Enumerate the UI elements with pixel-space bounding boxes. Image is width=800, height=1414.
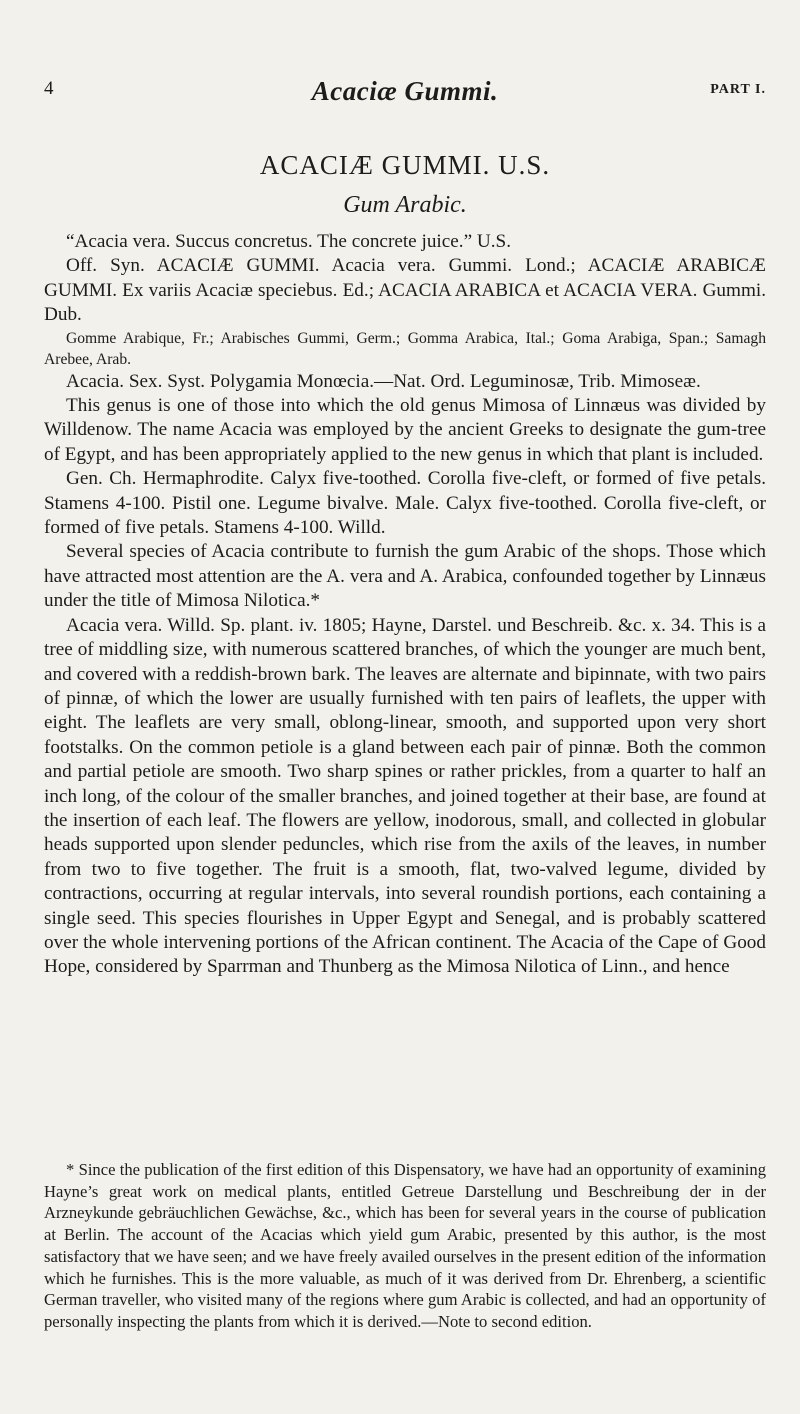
part-label: PART I. [710,82,766,97]
paragraph-foreign-names: Gomme Arabique, Fr.; Arabisches Gummi, Germ.; Gomma Arabica, Ital.; Goma Arabiga, Span.; Samagh Arebee, Arab. [44,329,766,368]
paragraph-acacia-vera: Acacia vera. Willd. Sp. plant. iv. 1805; Hayne, Darstel. und Beschreib. &c. x. 34. This is a tree of middling size, with numerous scattered branches, of which the younger are much bent, and covered with a reddish-brown bark. The leaves are alternate and bipinnate, with two pairs of pinnæ, of which the lower are usually furnished with ten pairs of leaflets, the upper with eight. The leaflets are very small, oblong-linear, smooth, and supported upon very short footstalks. On the common petiole is a gland between each pair of pinnæ. Both the common and partial petiole are smooth. Two sharp spines or rather prickles, from a quarter to half an inch long, of the colour of the smaller branches, and joined together at their base, are found at the insertion of each leaf. The flowers are yellow, inodorous, small, and collected in globular heads supported upon slender peduncles, which rise from the axils of the leaves, in number from two to five together. The fruit is a smooth, flat, two-valved legume, divided by contractions, occurring at regular intervals, into several roundish portions, each containing a single seed. This species flourishes in Upper Egypt and Senegal, and is probably scattered over the whole intervening portions of the African continent. The Acacia of the Cape of Good Hope, considered by Sparrman and Thunberg as the Mimosa Nilotica of Linn., and hence [44,614,766,978]
paragraph-generic-character: Gen. Ch. Hermaphrodite. Calyx five-toothed. Corolla five-cleft, or formed of five petals. Stamens 4-100. Pistil one. Legume bivalve. Male. Calyx five-toothed. Corolla five-cleft, or formed of five petals. Stamens 4-100. Willd. [44,468,766,539]
paragraph-species: Several species of Acacia contribute to furnish the gum Arabic of the shops. Those which have attracted most attention are the A. vera and A. Arabica, confounded together by Linnæus under the title of Mimosa Nilotica.* [44,541,766,612]
running-title: Acaciæ Gummi. [311,76,499,106]
paragraph-genus-history: This genus is one of those into which the old genus Mimosa of Linnæus was divided by Willdenow. The name Acacia was employed by the ancient Greeks to designate the gum-tree of Egypt, and has been appropriately applied to the new genus in which that plant is included. [44,395,766,465]
paragraph-definition: “Acacia vera. Succus concretus. The concrete juice.” U.S. [66,231,512,252]
article-subheading: Gum Arabic. [343,192,467,218]
paragraph-synonyms: Off. Syn. ACACIÆ GUMMI. Acacia vera. Gummi. Lond.; ACACIÆ ARABICÆ GUMMI. Ex variis Acaciæ speciebus. Ed.; ACACIA ARABICA et ACACIA VERA. Gummi. Dub. [44,255,766,326]
paragraph-classification: Acacia. Sex. Syst. Polygamia Monœcia.—Nat. Ord. Leguminosæ, Trib. Mimoseæ. [66,370,701,392]
running-head [44,76,766,106]
article-heading: ACACIÆ GUMMI. U.S. [259,150,551,180]
footnote-text: * Since the publication of the first edition of this Dispensatory, we have had an opportunity of examining Hayne’s great work on medical plants, entitled Getreue Darstellung und Beschreibung der in der Arzneykunde gebräuchlichen Gewächse, &c., which has been for several years in the course of publication at Berlin. The account of the Acacias which yield gum Arabic, presented by this author, is the most satisfactory that we have seen; and we have freely availed ourselves in the present edition of the information which he furnishes. This is the more valuable, as much of it was derived from Dr. Ehrenberg, a scientific German traveller, who visited many of the regions where gum Arabic is collected, and had an opportunity of personally inspecting the plants from which it is derived.—Note to second edition. [44,1160,766,1331]
article-body [44,148,766,980]
page-number: 4 [44,78,54,99]
footnote [44,1159,766,1333]
